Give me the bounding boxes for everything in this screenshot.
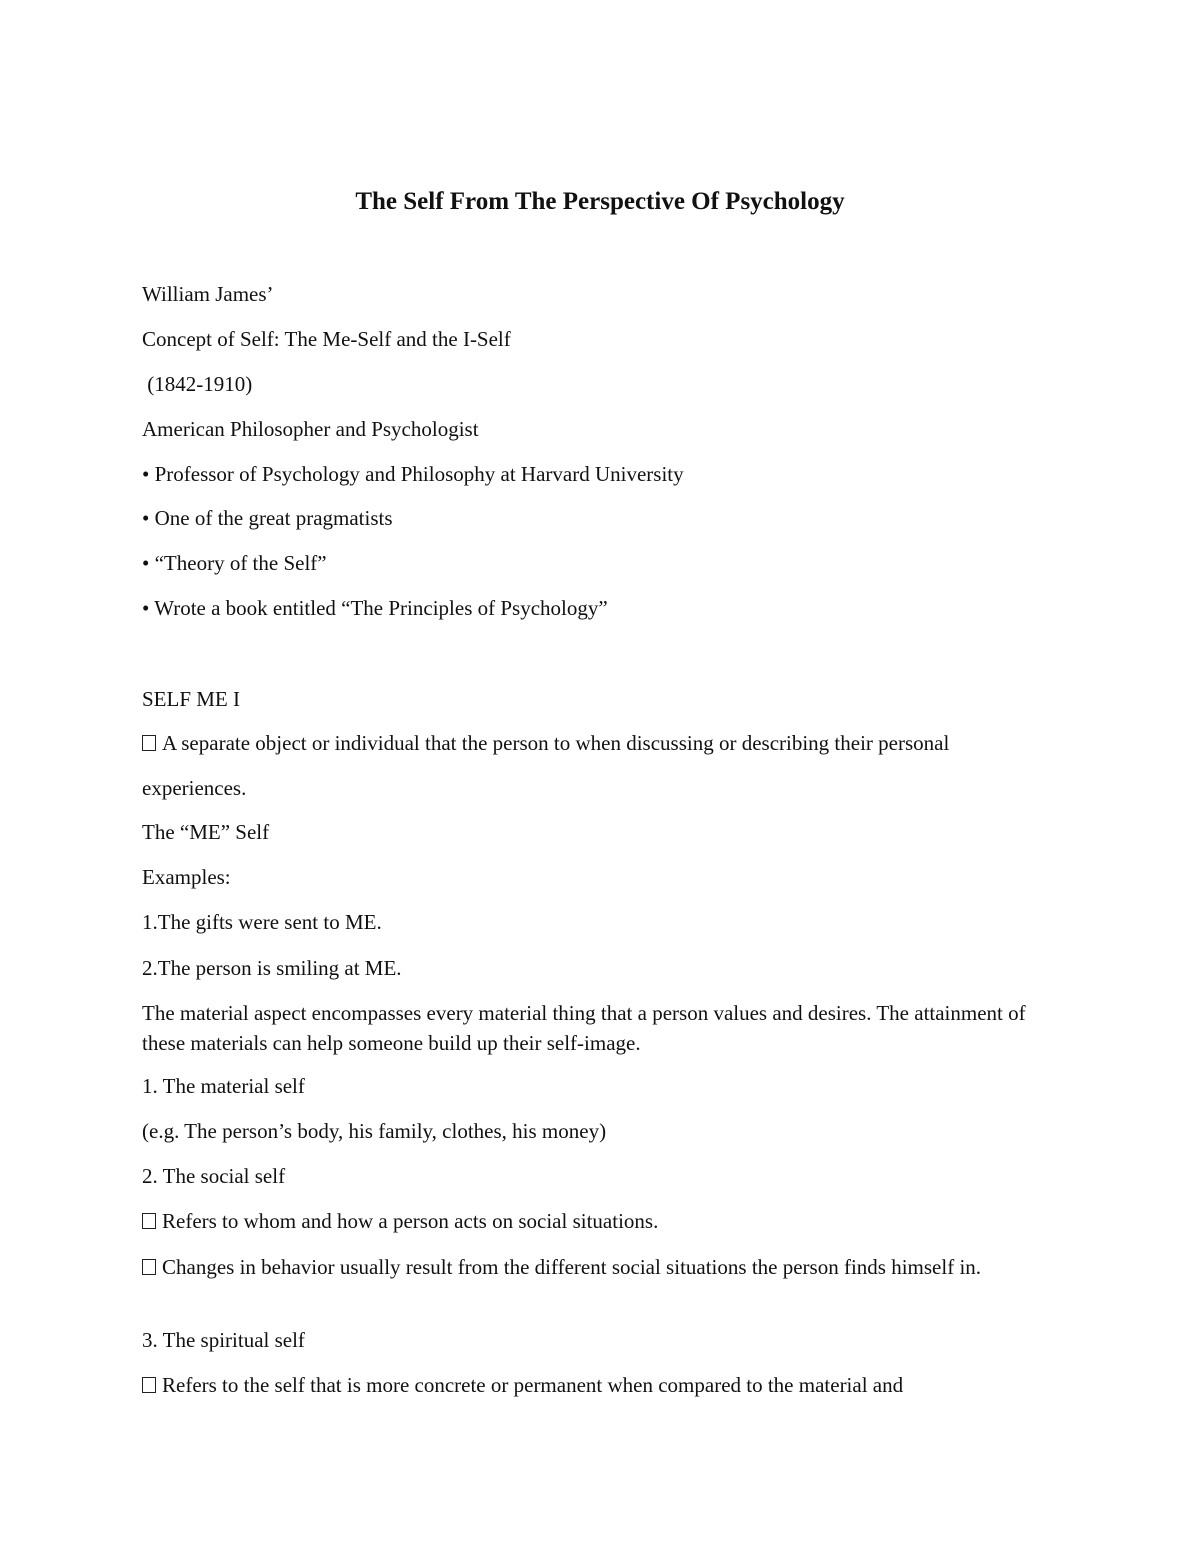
role-line: American Philosopher and Psychologist [142,417,479,441]
concept-line: Concept of Self: The Me-Self and the I-Self [142,327,511,351]
definition-continuation: experiences. [142,776,247,800]
social-point-text: Changes in behavior usually result from the different social situations the person finds himself in. [162,1255,982,1279]
bullet-item: • One of the great pragmatists [142,506,393,530]
social-point-text: Refers to whom and how a person acts on social situations. [162,1209,659,1233]
bullet-item: • Wrote a book entitled “The Principles of Psychology” [142,596,608,620]
spiritual-self-heading: 3. The spiritual self [142,1328,305,1352]
material-self-heading: 1. The material self [142,1074,305,1098]
years-text: (1842-1910) [147,372,253,396]
example-item: 1.The gifts were sent to ME. [142,910,382,934]
checkbox-glyph-icon [142,1377,156,1393]
examples-label: Examples: [142,865,231,889]
social-point [142,1252,1062,1282]
me-self-heading: The “ME” Self [142,820,270,844]
definition-text: A separate object or individual that the person to when discussing or describing their personal [162,731,950,755]
checkbox-glyph-icon [142,1213,156,1229]
bullet-item: • “Theory of the Self” [142,551,327,575]
checkbox-glyph-icon [142,735,156,751]
social-self-heading: 2. The social self [142,1164,286,1188]
bullet-item: • Professor of Psychology and Philosophy at Harvard University [142,462,684,486]
author-name: William James’ [142,282,274,306]
definition-line [142,728,1062,758]
material-aspect-paragraph: The material aspect encompasses every material thing that a person values and desires. The attainment of these materials can help someone build up their self-image. [142,1001,1026,1055]
spiritual-point-text: Refers to the self that is more concrete or permanent when compared to the material and [162,1373,904,1397]
spiritual-point [142,1370,1062,1400]
checkbox-glyph-icon [142,1259,156,1275]
social-point [142,1206,1062,1236]
section-heading-self-me-i: SELF ME I [142,687,241,711]
years-line [142,369,1062,399]
example-item: 2.The person is smiling at ME. [142,956,402,980]
page-title: The Self From The Perspective Of Psychology [355,188,845,215]
material-self-example: (e.g. The person’s body, his family, clothes, his money) [142,1119,607,1143]
